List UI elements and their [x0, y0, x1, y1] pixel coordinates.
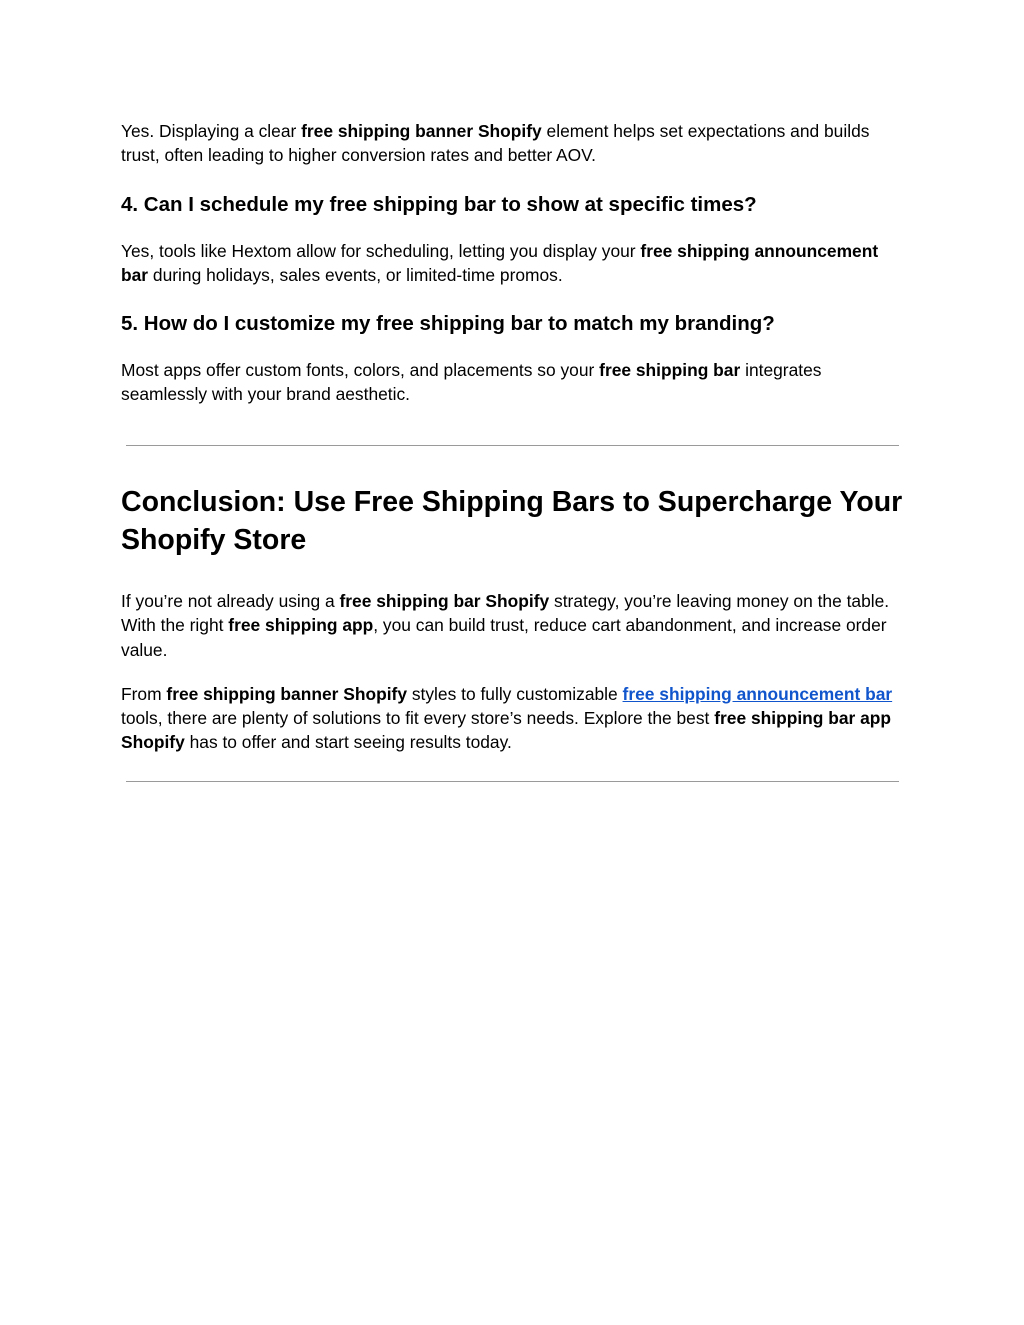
faq-answer-4-text-2: during holidays, sales events, or limited-time promos. — [148, 264, 563, 285]
faq-answer-4-text: Yes, tools like Hextom allow for scheduling, letting you display your — [121, 240, 641, 261]
faq-answer-4 — [121, 239, 906, 288]
conclusion-p1-text-3: , you can build trust, reduce cart abandonment, and increase order value. — [121, 615, 887, 660]
faq-answer-3 — [121, 119, 906, 168]
free-shipping-announcement-bar-link[interactable]: free shipping announcement bar — [622, 683, 893, 704]
conclusion-p1-bold: free shipping bar Shopify — [339, 591, 550, 611]
faq-answer-5 — [121, 358, 906, 407]
conclusion-p2-bold: free shipping banner Shopify — [166, 683, 407, 704]
conclusion-p2-text-2: styles to fully customizable — [407, 683, 623, 704]
conclusion-p2-text-3: tools, there are plenty of solutions to fit every store’s needs. Explore the best — [121, 708, 715, 729]
conclusion-p2-bold-2: free shipping bar app Shopify — [121, 708, 892, 753]
faq-answer-5-bold: free shipping bar — [599, 360, 741, 381]
faq-answer-3-bold: free shipping banner Shopify — [301, 121, 542, 141]
conclusion-paragraph-2 — [121, 682, 906, 755]
faq-answer-4-bold: free shipping announcement bar — [121, 240, 879, 285]
faq-answer-3-text-2: element helps set expectations and builds trust, often leading to higher conversion rates and better AOV. — [121, 121, 870, 166]
conclusion-paragraph-1 — [121, 589, 906, 662]
horizontal-divider-bottom — [126, 781, 899, 782]
faq-answer-3-text: Yes. Displaying a clear — [121, 121, 302, 141]
conclusion-p1-text: If you’re not already using a — [121, 591, 340, 611]
faq-question-4: 4. Can I schedule my free shipping bar to show at specific times? — [121, 192, 757, 216]
conclusion-p1-bold-2: free shipping app — [228, 615, 374, 636]
conclusion-heading: Conclusion: Use Free Shipping Bars to Supercharge Your Shopify Store — [121, 486, 903, 556]
faq-answer-5-text: Most apps offer custom fonts, colors, and placements so your — [121, 360, 600, 381]
document-page — [121, 119, 906, 407]
conclusion-p2-text: From — [121, 683, 167, 704]
conclusion-section — [121, 483, 906, 755]
horizontal-divider — [126, 445, 899, 446]
conclusion-p2-text-4: has to offer and start seeing results today. — [184, 732, 512, 753]
conclusion-p1-text-2: strategy, you’re leaving money on the table. With the right — [121, 591, 890, 636]
faq-answer-5-text-2: integrates seamlessly with your brand aesthetic. — [121, 360, 822, 405]
faq-question-5: 5. How do I customize my free shipping bar to match my branding? — [121, 312, 775, 336]
